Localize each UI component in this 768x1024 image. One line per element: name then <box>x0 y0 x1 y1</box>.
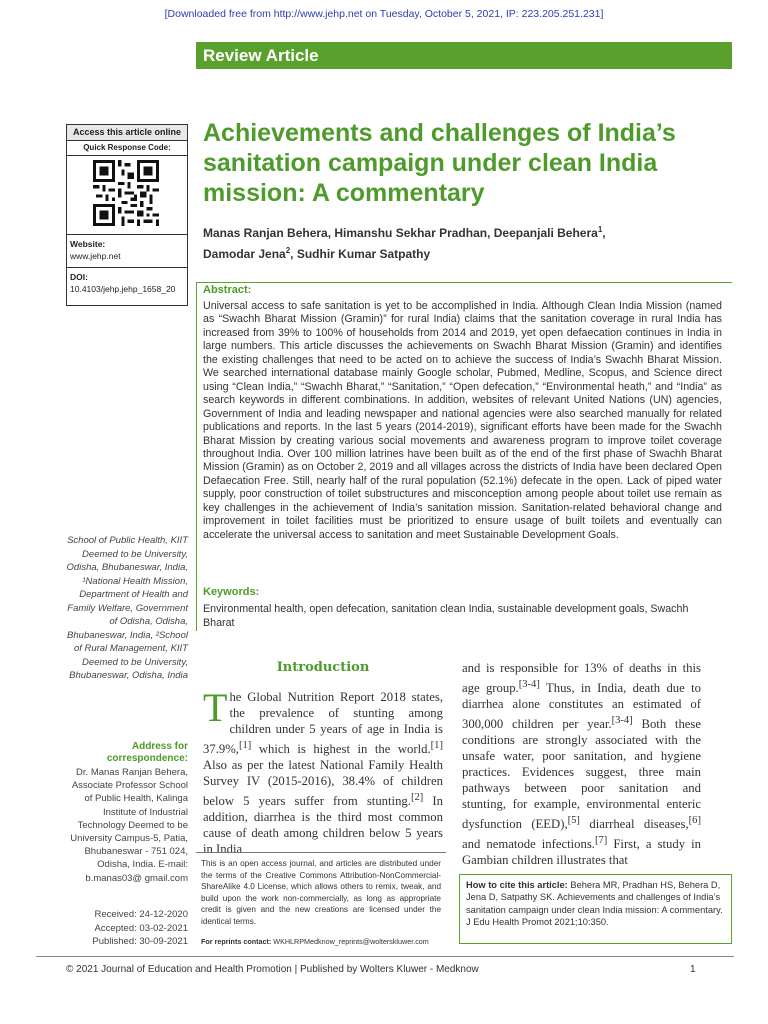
correspondence-heading: Address for correspondence: <box>106 741 188 764</box>
authors-line2a: Damodar Jena <box>203 247 286 261</box>
website-label: Website: <box>70 239 106 249</box>
footer-divider <box>36 956 734 957</box>
col2-text-1: and is responsible for 13% of deaths in this age group. <box>462 661 701 696</box>
body-column-2 <box>462 661 701 869</box>
col2-text-5: and nematode infections. <box>462 837 595 851</box>
doi-value[interactable]: 10.4103/jehp.jehp_1658_20 <box>70 284 176 294</box>
col1-text-3: Also as per the latest National Family Health Survey IV (2015-2016), 38.4% of children below 5 years suffer from stunting. <box>203 757 443 808</box>
received-date: Received: 24-12-2020 <box>94 909 188 920</box>
published-date: Published: 30-09-2021 <box>92 936 188 947</box>
authors-line1-end: , <box>602 226 606 240</box>
doi-label: DOI: <box>70 272 88 282</box>
introduction-heading: Introduction <box>276 660 370 675</box>
keywords-text: Environmental health, open defecation, sanitation clean India, sustainable development goals, Swachh Bharat <box>203 603 689 629</box>
page-number: 1 <box>690 964 696 975</box>
ref-link[interactable]: [6] <box>688 814 701 826</box>
ref-link[interactable]: [1] <box>238 739 252 751</box>
ref-link[interactable]: [7] <box>594 834 608 846</box>
open-access-text: This is an open access journal, and articles are distributed under the terms of the Creative Commons Attribution-NonCommercial-ShareAlike 4.0 License, which allows others to remix, tweak, and build upon the work non-commercially, as long as appropriate credit is given and the new creations are licensed under the identical terms. <box>201 859 441 926</box>
col2-text-3: Both these conditions are strongly associated with the unsafe water, poor sanitation, and hygiene practices. Evidences suggest, three main pathways between poor sanitation and stunting, for example, environmental enteric dysfunction (EED), <box>462 717 701 831</box>
article-title: Achievements and challenges of India’s sanitation campaign under clean India mission: A commentary <box>203 119 676 207</box>
authors-line1: Manas Ranjan Behera, Himanshu Sekhar Pradhan, Deepanjali Behera <box>203 226 598 240</box>
citation-text: Behera MR, Pradhan HS, Behera D, Jena D, Satpathy SK. Achievements and challenges of India’s sanitation campaign under clean India mission: A commentary. J Edu Health Promot 2021;10:350. <box>466 880 723 927</box>
author-sup-1: 1 <box>597 225 603 234</box>
authors-line2b: , Sudhir Kumar Satpathy <box>290 247 431 261</box>
col1-text-1: he Global Nutrition Report 2018 states, the prevalence of stunting among children under 5 years of age in India is 37.9%, <box>203 690 443 756</box>
article-dates <box>66 908 188 949</box>
reprints-label: For reprints contact: <box>201 937 272 946</box>
reprints-email[interactable]: WKHLRPMedknow_reprints@wolterskluwer.com <box>271 937 429 946</box>
qr-label: Quick Response Code: <box>67 141 187 156</box>
correspondence-text: Dr. Manas Ranjan Behera, Associate Professor School of Public Health, Kalinga Institute of Industrial Technology Deemed to be University Campus-5, Patia, Bhubaneswar - 751 024, Odisha, India. E-mail: b.manas03@ gmail.com <box>70 767 188 884</box>
reprints-contact <box>201 937 446 946</box>
ref-link[interactable]: [3-4] <box>611 714 633 726</box>
col1-text-4: In addition, diarrhea is the third most common cause of death among children below 5 years in India <box>203 793 443 856</box>
body-column-1 <box>203 685 443 858</box>
access-heading: Access this article online <box>67 125 187 141</box>
col1-text-2: which is highest in the world. <box>251 741 431 756</box>
qr-code-icon[interactable] <box>93 160 159 226</box>
accepted-date: Accepted: 03-02-2021 <box>94 922 188 934</box>
ref-link[interactable]: [2] <box>410 791 424 803</box>
col2-text-2: Thus, in India, death due to diarrhea alone constitutes an estimated of 300,000 children per year. <box>462 681 701 732</box>
access-article-box <box>66 124 188 306</box>
download-notice: [Downloaded free from http://www.jehp.net on Tuesday, October 5, 2021, IP: 223.205.251.231] <box>164 8 604 20</box>
ref-link[interactable]: [5] <box>567 814 580 826</box>
col2-text-4: diarrheal diseases, <box>579 816 689 831</box>
drop-cap: T <box>203 685 228 730</box>
citation-box <box>459 874 732 944</box>
website-block <box>67 235 187 268</box>
affiliations: School of Public Health, KIIT Deemed to be University, Odisha, Bhubaneswar, India, ¹National Health Mission, Department of Health and Family Welfare, Government of Odisha, Odisha, Bhubaneswar, India, ²School of Rural Management, KIIT Deemed to be University, Bhubaneswar, Odisha, India <box>66 535 188 681</box>
article-type-banner: Review Article <box>196 42 732 69</box>
footer-text: © 2021 Journal of Education and Health Promotion | Published by Wolters Kluwer - Medknow <box>66 964 479 975</box>
ref-link[interactable]: [3-4] <box>518 678 540 690</box>
website-link[interactable]: www.jehp.net <box>70 251 121 261</box>
abstract-text: Universal access to safe sanitation is yet to be accomplished in India. Although Clean India Mission (named as “Swachh Bharat Mission (Gramin)” for rural India) claims that the sanitation coverage in rural India has increased from 39% to 100% of households from 2014 and 2019, yet open defaecation continues in India in large numbers. This article discusses the achievements on Swachh Bharat Mission (Gramin) and identifies the existing challenges that need to be acted on to achieve the success of India’s Swachh Bharat Mission. We searched international database mainly Google scholar, Pubmed, Medline, Scopus, and Science direct using “Clean India,” “Swachh Bharat,” “Sanitation,” “Open defecation,” “Environmental heath,” and “India” as search keywords in different combinations. In addition, websites of relevant United Nations (UN) agencies, Government of India and leading newspaper and national agencies were also searched manually for related publications and reports. In the last 5 years (2014-2019), significant efforts have been made for the Swachh Bharat Mission by creating various social movements and awareness program to improve toilet coverage throughout India. Over 100 million latrines have been built as of the end of the first phase of Swachh Bharat Mission (Gramin) as on October 2, 2019 and all villages across the districts of India have been declared Open Defaecation Free. Still, nearly half of the rural population (52.1%) defecate in the open. Lack of piped water supply, poor construction of toilet substructures and misconception among people about toilet use remain as key challenges in the achievement of India’s sanitation mission. Sanitation-related behavioral change and improvement in toilet facilities must be prioritized to ensure usage of built toilets and eventually can accelerate the universal access to sanitation and meet Sustainable Development Goals. <box>203 300 722 541</box>
abstract-heading: Abstract: <box>203 284 252 296</box>
keywords-heading: Keywords: <box>203 586 260 598</box>
qr-area <box>67 156 187 235</box>
citation-label: How to cite this article: <box>466 880 568 890</box>
doi-block <box>67 268 187 298</box>
author-list <box>203 221 723 263</box>
ref-link[interactable]: [1] <box>430 739 443 751</box>
author-sup-2: 2 <box>285 246 291 255</box>
col2-text-6: First, a study in Gambian children illustrates that <box>462 837 701 867</box>
